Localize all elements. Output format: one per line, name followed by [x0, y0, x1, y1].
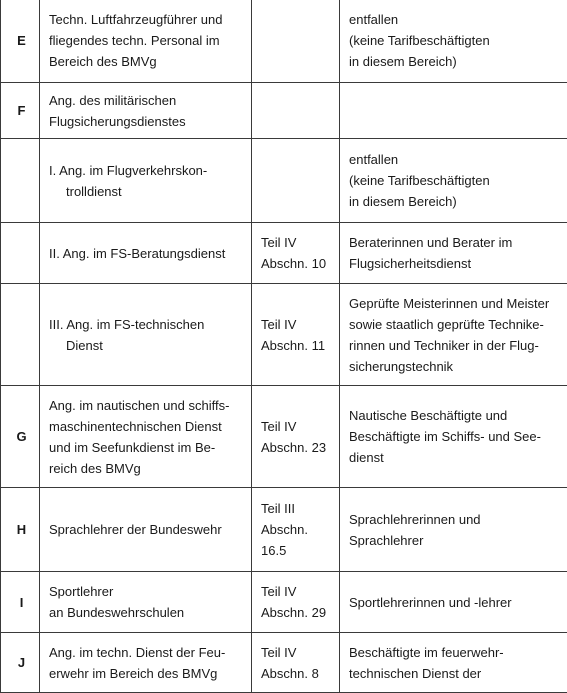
row-tariff-section-line: Teil IV	[261, 232, 333, 253]
row-designation-line: Ang. im techn. Dienst der Feu-	[49, 642, 245, 663]
row-employee-group	[340, 83, 567, 139]
row-employee-group	[340, 284, 567, 386]
row-tariff-section-line: Teil IV	[261, 642, 333, 663]
table-row	[1, 386, 567, 488]
row-employee-group-line: sicherungstechnik	[349, 356, 561, 377]
row-employee-group-line: in diesem Bereich)	[349, 191, 561, 212]
row-designation-line: Ang. im nautischen und schiffs-	[49, 395, 245, 416]
row-designation-line: und im Seefunkdienst im Be-	[49, 437, 245, 458]
row-employee-group	[340, 488, 567, 572]
row-designation-line: erwehr im Bereich des BMVg	[49, 663, 245, 684]
row-letter: H	[1, 488, 40, 572]
row-designation-line: fliegendes techn. Personal im	[49, 30, 245, 51]
row-employee-group	[340, 223, 567, 284]
row-tariff-section	[252, 139, 340, 223]
row-letter: I	[1, 572, 40, 633]
row-tariff-section-line: Teil III	[261, 498, 333, 519]
row-tariff-section-line: Teil IV	[261, 581, 333, 602]
row-designation-line: Ang. des militärischen	[49, 90, 245, 111]
row-employee-group	[340, 386, 567, 488]
row-employee-group-line: entfallen	[349, 149, 561, 170]
row-designation-line: Dienst	[49, 335, 245, 356]
row-designation-line: I. Ang. im Flugverkehrskon-	[49, 160, 245, 181]
row-employee-group-line: Beraterinnen und Berater im	[349, 232, 561, 253]
row-designation	[40, 488, 252, 572]
table-row	[1, 139, 567, 223]
row-employee-group-line: technischen Dienst der	[349, 663, 561, 684]
table-row	[1, 572, 567, 633]
row-employee-group-line: Beschäftigte im feuerwehr-	[349, 642, 561, 663]
row-designation	[40, 633, 252, 693]
row-designation-line: Bereich des BMVg	[49, 51, 245, 72]
row-tariff-section-line: Abschn. 8	[261, 663, 333, 684]
row-designation-line: reich des BMVg	[49, 458, 245, 479]
row-designation	[40, 0, 252, 83]
row-designation	[40, 572, 252, 633]
row-designation	[40, 139, 252, 223]
row-tariff-section-line: Teil IV	[261, 314, 333, 335]
row-letter: E	[1, 0, 40, 83]
row-tariff-section-line: Abschn.	[261, 519, 333, 540]
row-letter	[1, 284, 40, 386]
row-designation-line: trolldienst	[49, 181, 245, 202]
row-tariff-section-line: Abschn. 23	[261, 437, 333, 458]
row-employee-group-line: Geprüfte Meisterinnen und Meister	[349, 293, 561, 314]
row-designation	[40, 284, 252, 386]
row-employee-group-line: Sportlehrerinnen und -lehrer	[349, 592, 561, 613]
row-employee-group-line: in diesem Bereich)	[349, 51, 561, 72]
row-designation-line: an Bundeswehrschulen	[49, 602, 245, 623]
row-tariff-section	[252, 83, 340, 139]
table-body	[1, 0, 567, 693]
row-letter	[1, 139, 40, 223]
row-designation	[40, 83, 252, 139]
row-tariff-section	[252, 633, 340, 693]
table-row	[1, 0, 567, 83]
row-tariff-section	[252, 386, 340, 488]
table-row	[1, 633, 567, 693]
row-employee-group-line: Sprachlehrerinnen und	[349, 509, 561, 530]
row-employee-group-line: Sprachlehrer	[349, 530, 561, 551]
table-row	[1, 223, 567, 284]
row-employee-group	[340, 572, 567, 633]
row-employee-group-line: entfallen	[349, 9, 561, 30]
row-designation-line: III. Ang. im FS-technischen	[49, 314, 245, 335]
row-tariff-section-line: Abschn. 10	[261, 253, 333, 274]
row-tariff-section-line: Teil IV	[261, 416, 333, 437]
row-letter	[1, 223, 40, 284]
row-designation-line: II. Ang. im FS-Beratungsdienst	[49, 243, 245, 264]
row-employee-group-line: (keine Tarifbeschäftigten	[349, 170, 561, 191]
row-designation-line: Sportlehrer	[49, 581, 245, 602]
row-tariff-section-line: 16.5	[261, 540, 333, 561]
row-employee-group	[340, 139, 567, 223]
row-employee-group-line: rinnen und Techniker in der Flug-	[349, 335, 561, 356]
row-tariff-section	[252, 284, 340, 386]
row-designation-line: Sprachlehrer der Bundeswehr	[49, 519, 245, 540]
row-tariff-section	[252, 223, 340, 284]
row-designation	[40, 386, 252, 488]
row-designation-line: maschinentechnischen Dienst	[49, 416, 245, 437]
row-employee-group-line: Nautische Beschäftigte und	[349, 405, 561, 426]
row-tariff-section	[252, 0, 340, 83]
row-employee-group	[340, 633, 567, 693]
row-employee-group	[340, 0, 567, 83]
table-row	[1, 488, 567, 572]
row-employee-group-line: dienst	[349, 447, 561, 468]
row-letter: J	[1, 633, 40, 693]
row-employee-group-line: Flugsicherheitsdienst	[349, 253, 561, 274]
row-tariff-section-line: Abschn. 29	[261, 602, 333, 623]
row-tariff-section-line: Abschn. 11	[261, 335, 333, 356]
row-employee-group-line: (keine Tarifbeschäftigten	[349, 30, 561, 51]
table-row	[1, 284, 567, 386]
row-designation-line: Techn. Luftfahrzeugführer und	[49, 9, 245, 30]
table-row	[1, 83, 567, 139]
row-designation-line: Flugsicherungsdienstes	[49, 111, 245, 132]
row-employee-group-line: sowie staatlich geprüfte Technike-	[349, 314, 561, 335]
row-employee-group-line: Beschäftigte im Schiffs- und See-	[349, 426, 561, 447]
row-letter: F	[1, 83, 40, 139]
row-tariff-section	[252, 572, 340, 633]
row-designation	[40, 223, 252, 284]
row-tariff-section	[252, 488, 340, 572]
row-letter: G	[1, 386, 40, 488]
